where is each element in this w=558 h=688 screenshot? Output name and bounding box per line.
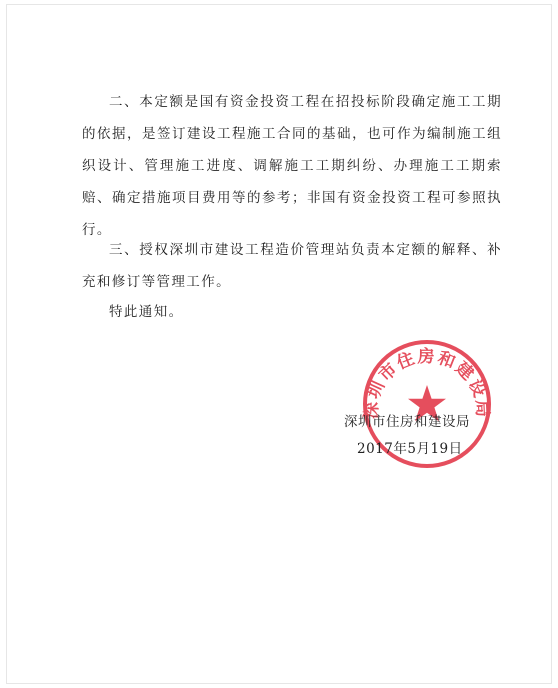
issue-date: 2017年5月19日 [357, 441, 463, 457]
paragraph-notice-closing: 特此通知。 [109, 304, 184, 320]
paragraph-3-authorization: 三、授权深圳市建设工程造价管理站负责本定额的解释、补充和修订等管理工作。 [82, 242, 502, 290]
seal-text: 深圳市住房和建设局 [361, 346, 493, 420]
paragraph-2-duration-basis: 二、本定额是国有资金投资工程在招投标阶段确定施工工期的依据，是签订建设工程施工合同的基础，也可作为编制施工组织设计、管理施工进度、调解施工工期纠纷、办理施工工期索赔、确定措施项目费用等的参考；非国有资金投资工程可参照执行。 [82, 94, 502, 238]
issuer-name: 深圳市住房和建设局 [344, 414, 470, 430]
